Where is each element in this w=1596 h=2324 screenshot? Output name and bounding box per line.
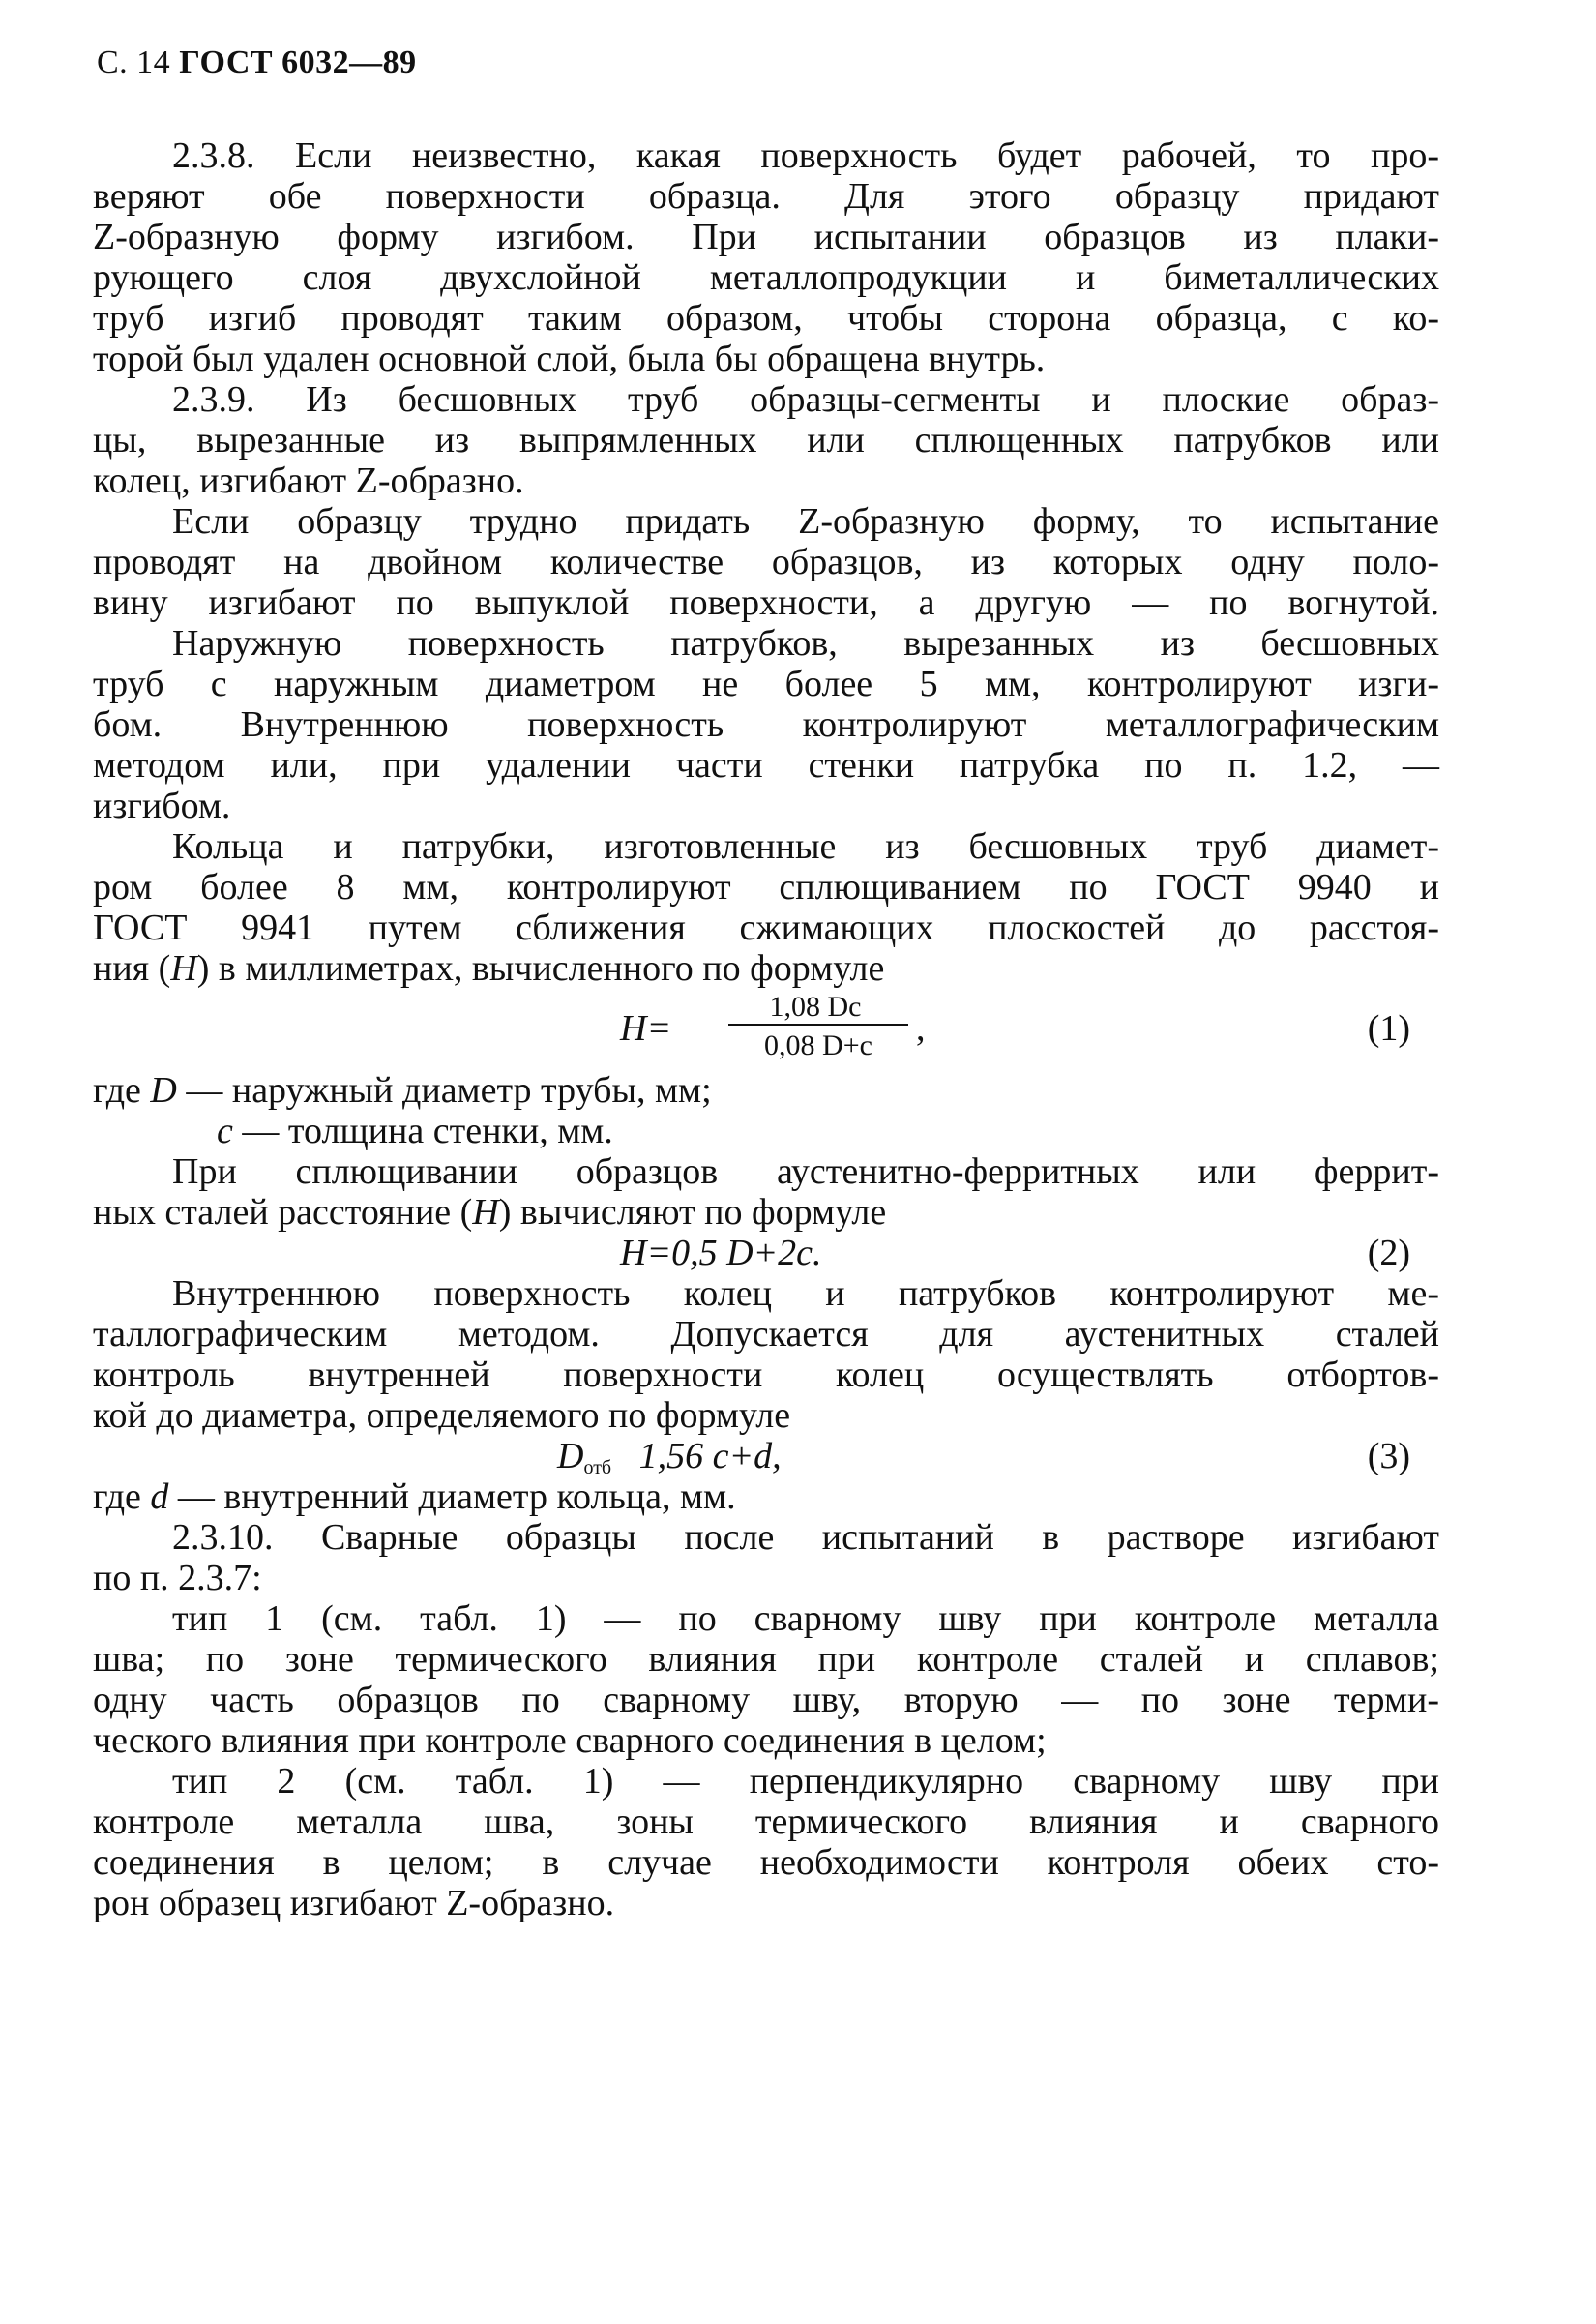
formula-number: (1) [1367, 1008, 1410, 1049]
variable-c: c [217, 1111, 233, 1151]
variable-d: D [150, 1070, 177, 1111]
formula-1 [93, 989, 1439, 1070]
formula-comma: , [916, 1008, 926, 1049]
text-line: При сплющивании образцов аустенитно-ферритных или феррит- [172, 1151, 1439, 1192]
text-line: проводят на двойном количестве образцов, из которых одну поло- [93, 542, 1439, 582]
text-line: колец, изгибают Z-образно. [93, 461, 524, 501]
page-header [97, 45, 417, 81]
text-line: Если образцу трудно придать Z-образную форму, то испытание [172, 501, 1439, 542]
text-line: контроле металла шва, зоны термического влияния и сварного [93, 1802, 1439, 1842]
text-line: 2.3.9. Из бесшовных труб образцы-сегменты и плоские образ- [172, 379, 1439, 420]
text-line: ГОСТ 9941 путем сближения сжимающих плоскостей до расстоя- [93, 908, 1439, 948]
text-line: труб с наружным диаметром не более 5 мм, контролируют изги- [93, 664, 1439, 704]
text-line: торой был удален основной слой, была бы обращена внутрь. [93, 339, 1046, 379]
formula-number: (2) [1367, 1233, 1410, 1273]
text-line: таллографическим методом. Допускается для аустенитных сталей [93, 1314, 1439, 1355]
formula-rhs: 1,56 c+d, [638, 1436, 782, 1476]
where-desc: — наружный диаметр трубы, мм; [186, 1070, 712, 1111]
text-line: одну часть образцов по сварному шву, вторую — по зоне терми- [93, 1680, 1439, 1720]
text-line: рующего слоя двухслойной металлопродукции и биметаллических [93, 257, 1439, 298]
variable-h: H [170, 948, 197, 989]
text-line: рон образец изгибают Z-образно. [93, 1883, 615, 1923]
text-line: ческого влияния при контроле сварного соединения в целом; [93, 1720, 1047, 1761]
text-line: 2.3.8. Если неизвестно, какая поверхность будет рабочей, то про- [172, 135, 1439, 176]
standard-title: ГОСТ 6032—89 [179, 45, 417, 80]
variable-d-small: d [150, 1476, 169, 1517]
text-line: методом или, при удалении части стенки патрубка по п. 1.2, — [93, 745, 1439, 786]
text-line: 2.3.10. Сварные образцы после испытаний в растворе изгибают [172, 1517, 1439, 1558]
formula-body: H=0,5 D+2c. [620, 1233, 822, 1273]
where-line [93, 1111, 1439, 1151]
text-line [93, 948, 1439, 989]
text-line: тип 2 (см. табл. 1) — перпендикулярно сварному шву при [172, 1761, 1439, 1802]
text-span: ) в миллиметрах, вычисленного по формуле [196, 948, 885, 989]
formula-lhs: D [557, 1436, 584, 1476]
where-desc: — толщина стенки, мм. [242, 1111, 613, 1151]
page-number: С. 14 [97, 45, 171, 80]
formula-number: (3) [1367, 1436, 1410, 1476]
text-span: ния ( [93, 948, 171, 989]
formula-body [557, 1436, 782, 1488]
where-word: где [93, 1476, 141, 1517]
text-line: ром более 8 мм, контролируют сплющиванием по ГОСТ 9940 и [93, 867, 1439, 908]
formula-2 [93, 1233, 1439, 1273]
formula-subscript: отб [583, 1457, 612, 1478]
text-span: ) вычисляют по формуле [498, 1192, 887, 1233]
formula-3 [93, 1436, 1439, 1476]
text-line: по п. 2.3.7: [93, 1558, 262, 1598]
text-line: Наружную поверхность патрубков, вырезанных из бесшовных [172, 623, 1439, 664]
text-line: кой до диаметра, определяемого по формуле [93, 1395, 791, 1436]
where-line [93, 1070, 1439, 1111]
text-line: соединения в целом; в случае необходимости контроля обеих сто- [93, 1842, 1439, 1883]
where-desc: — внутренний диаметр кольца, мм. [177, 1476, 736, 1517]
text-line: Кольца и патрубки, изготовленные из бесшовных труб диамет- [172, 826, 1439, 867]
variable-h: H [472, 1192, 499, 1233]
text-span: ных сталей расстояние ( [93, 1192, 473, 1233]
text-line: веряют обе поверхности образца. Для этого образцу придают [93, 176, 1439, 217]
text-line: контроль внутренней поверхности колец осуществлять отбортов- [93, 1355, 1439, 1395]
text-line: Внутреннюю поверхность колец и патрубков контролируют ме- [172, 1273, 1439, 1314]
fraction-denominator: 0,08 D+c [764, 1029, 872, 1061]
fraction-numerator: 1,08 Dc [769, 991, 862, 1023]
text-line: шва; по зоне термического влияния при контроле сталей и сплавов; [93, 1639, 1439, 1680]
text-line: цы, вырезанные из выпрямленных или сплющенных патрубков или [93, 420, 1439, 461]
text-line [93, 1192, 1439, 1233]
body-text [93, 135, 1439, 1923]
text-line: труб изгиб проводят таким образом, чтобы сторона образца, с ко- [93, 298, 1439, 339]
formula-lhs: H= [620, 1008, 672, 1049]
text-line: изгибом. [93, 786, 231, 826]
text-line: тип 1 (см. табл. 1) — по сварному шву при контроле металла [172, 1598, 1439, 1639]
where-word: где [93, 1070, 141, 1111]
text-line: бом. Внутреннюю поверхность контролируют металлографическим [93, 704, 1439, 745]
text-line: вину изгибают по выпуклой поверхности, а другую — по вогнутой. [93, 582, 1439, 623]
text-line: Z-образную форму изгибом. При испытании образцов из плаки- [93, 217, 1439, 257]
